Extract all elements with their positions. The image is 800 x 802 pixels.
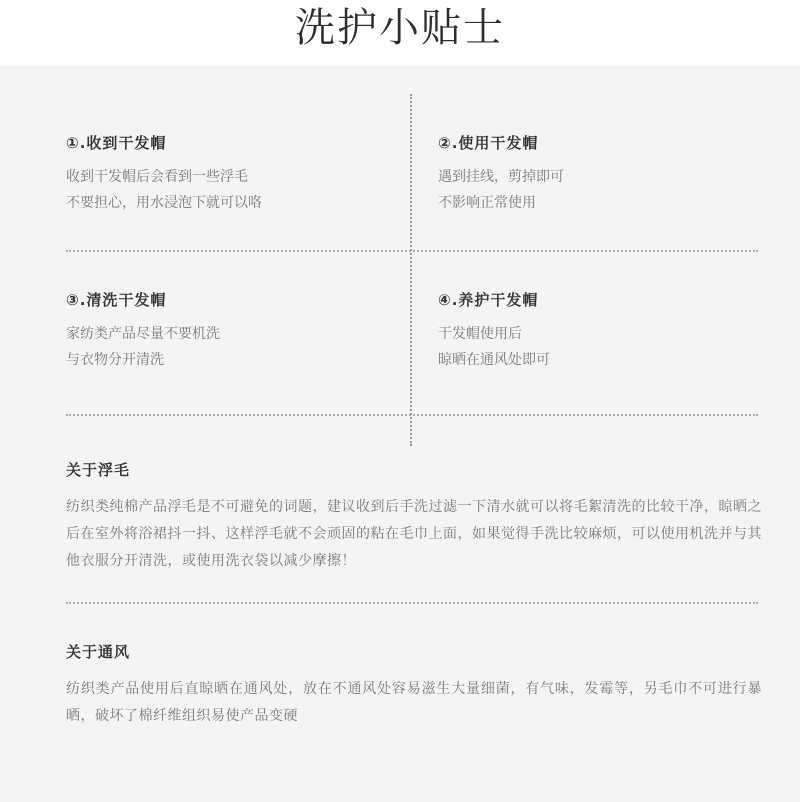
section-title: 关于通风	[66, 643, 131, 661]
section-lint	[66, 459, 762, 575]
horizontal-divider-2	[66, 414, 758, 416]
tip-line: 家纺类产品尽量不要机洗	[66, 326, 220, 342]
tip-line: 与衣物分开清洗	[66, 352, 164, 368]
tip-line: 不要担心，用水浸泡下就可以咯	[66, 195, 262, 211]
tip-title: ②.使用干发帽	[438, 134, 539, 152]
tip-card-1	[66, 132, 262, 216]
tip-line: 干发帽使用后	[438, 326, 522, 342]
tip-title: ④.养护干发帽	[438, 291, 539, 309]
tip-card-4	[438, 289, 550, 373]
tip-line: 收到干发帽后会看到一些浮毛	[66, 169, 248, 185]
tip-line: 晾晒在通风处即可	[438, 352, 550, 368]
tip-line: 遇到挂线，剪掉即可	[438, 169, 564, 185]
section-paragraph: 纺织类纯棉产品浮毛是不可避免的词题，建议收到后手洗过滤一下清水就可以将毛絮清洗的比较干净，晾晒之后在室外将浴裙抖一抖、这样浮毛就不会顽固的粘在毛巾上面，如果觉得手洗比较麻烦，可以使用机洗并与其他衣服分开清洗，或使用洗衣袋以减少摩擦！	[66, 499, 762, 569]
section-paragraph: 纺织类产品使用后直晾晒在通风处，放在不通风处容易滋生大量细菌，有气味，发霉等，另毛巾不可进行暴晒，破坏了棉纤维组织易使产品变硬	[66, 681, 762, 724]
tip-card-2	[438, 132, 564, 216]
tip-card-3	[66, 289, 220, 373]
header	[0, 0, 800, 66]
vertical-divider	[410, 94, 412, 446]
page-title: 洗护小贴士	[295, 5, 505, 51]
section-ventilation	[66, 641, 762, 730]
care-tips-panel	[0, 66, 800, 802]
tip-title: ③.清洗干发帽	[66, 291, 167, 309]
tip-title: ①.收到干发帽	[66, 134, 167, 152]
section-title: 关于浮毛	[66, 461, 131, 479]
horizontal-divider-3	[66, 602, 758, 604]
horizontal-divider-1	[66, 250, 758, 252]
tip-line: 不影响正常使用	[438, 195, 536, 211]
